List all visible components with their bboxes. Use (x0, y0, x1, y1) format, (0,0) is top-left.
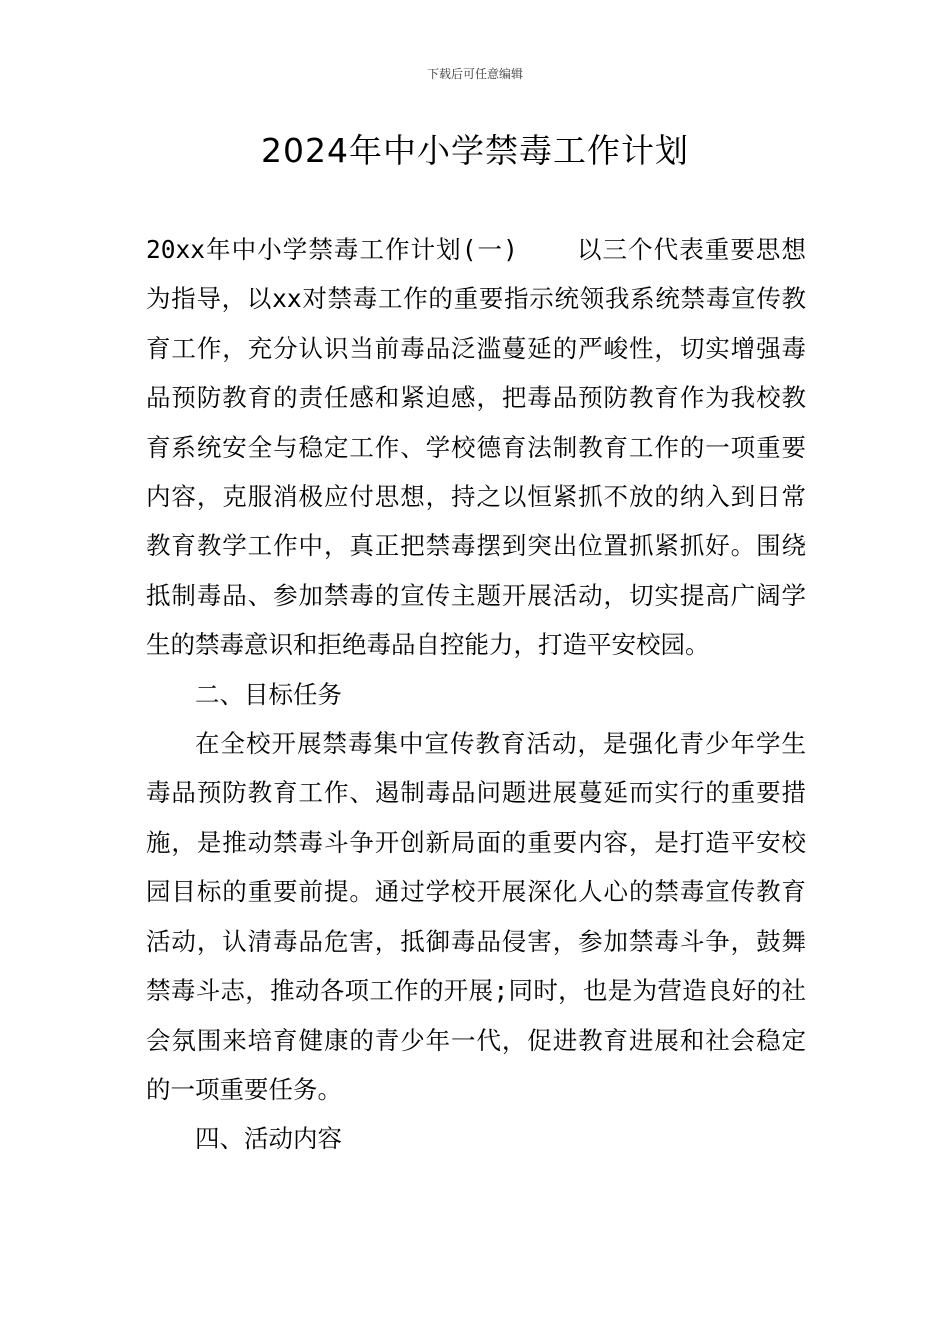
paragraph-targets: 在全校开展禁毒集中宣传教育活动，是强化青少年学生毒品预防教育工作、遏制毒品问题进展蔓延而实行的重要措施，是推动禁毒斗争开创新局面的重要内容，是打造平安校园目标的重要前提。通过学校开展深化人心的禁毒宣传教育活动，认清毒品危害，抵御毒品侵害，参加禁毒斗争，鼓舞禁毒斗志，推动各项工作的开展;同时，也是为营造良好的社会氛围来培育健康的青少年一代，促进教育进展和社会稳定的一项重要任务。 (146, 729, 806, 1104)
intro-paragraph (146, 225, 806, 670)
section-heading-activities: 四、活动内容 (195, 1124, 342, 1154)
document-title: 2024年中小学禁毒工作计划 (261, 131, 689, 170)
document-body (146, 225, 806, 1164)
header-note: 下载后可任意编辑 (426, 67, 523, 81)
paragraph-1-text: 以三个代表重要思想为指导，以xx对禁毒工作的重要指示统领我系统禁毒宣传教育工作，充分认识当前毒品泛滥蔓延的严峻性，切实增强毒品预防教育的责任感和紧迫感，把毒品预防教育作为我校教育系统安全与稳定工作、学校德育法制教育工作的一项重要内容，克服消极应付思想，持之以恒紧抓不放的纳入到日常教育教学工作中，真正把禁毒摆到突出位置抓紧抓好。围绕抵制毒品、参加禁毒的宣传主题开展活动，切实提高广阔学生的禁毒意识和拒绝毒品自控能力，打造平安校园。 (146, 235, 806, 660)
section-heading-targets: 二、目标任务 (195, 679, 342, 709)
intro-heading: 20xx年中小学禁毒工作计划(一) (146, 235, 518, 264)
